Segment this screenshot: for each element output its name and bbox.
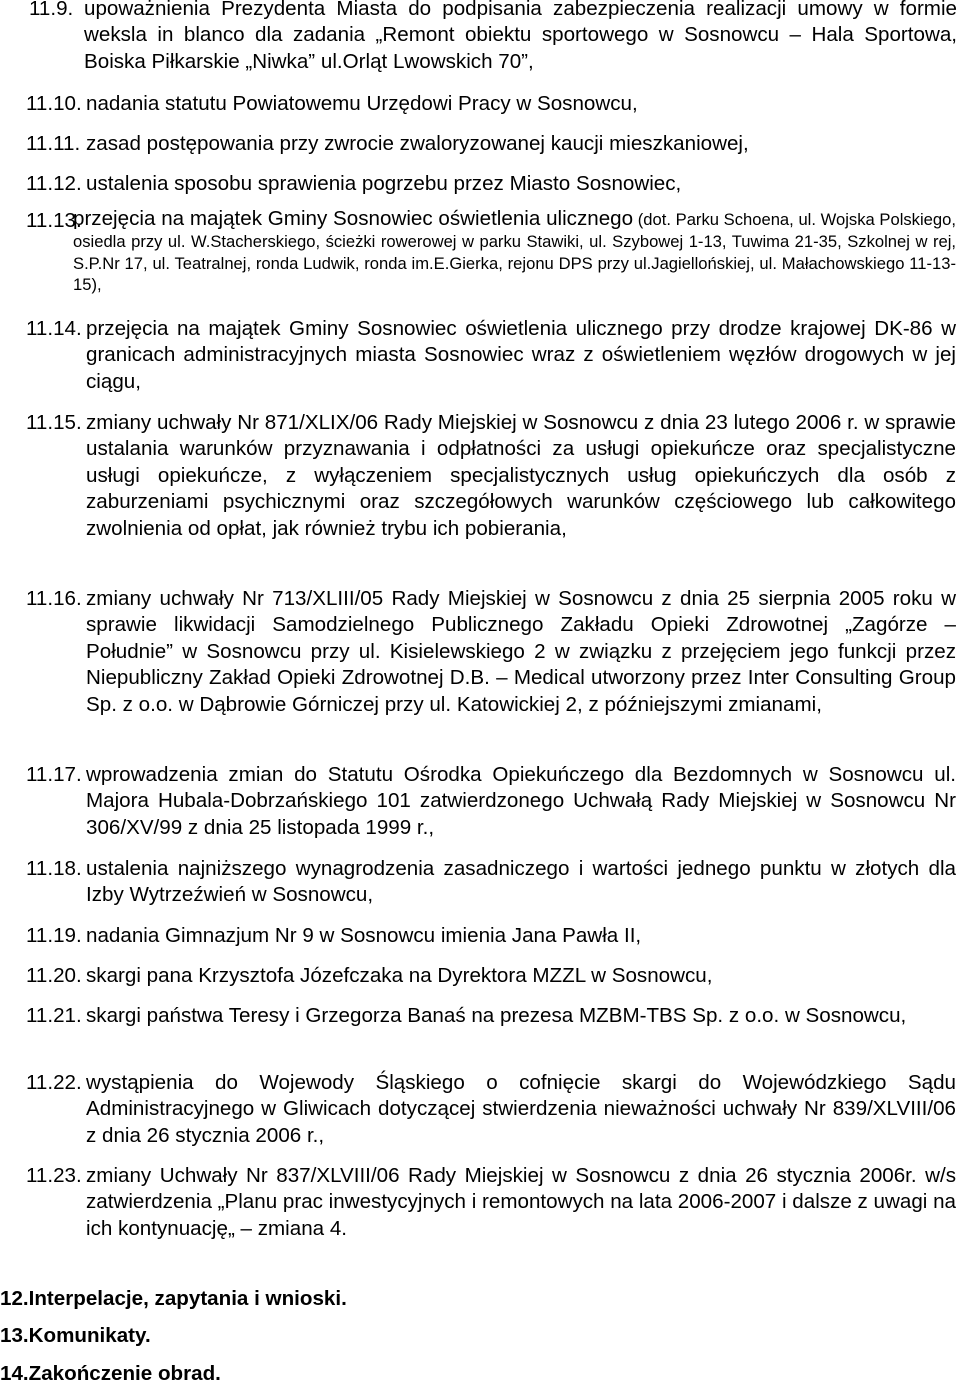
agenda-item-11-11 bbox=[26, 131, 956, 157]
item-text: zmiany Uchwały Nr 837/XLVIII/06 Rady Miejskiej w Sosnowcu z dnia 26 stycznia 2006r. w/s zatwierdzenia „Planu prac inwestycyjnych i remontowych na lata 2006-2007 i dalsze z uwagi na ich kontynuację„ – zmiana 4. bbox=[86, 1164, 956, 1240]
item-number: 11.21. bbox=[26, 1004, 82, 1027]
section-12-heading: 12.Interpelacje, zapytania i wnioski. bbox=[0, 1287, 347, 1310]
item-text: zasad postępowania przy zwrocie zwaloryzowanej kaucji mieszkaniowej, bbox=[86, 132, 749, 155]
item-number: 11.12. bbox=[26, 172, 82, 195]
item-text bbox=[26, 208, 956, 296]
agenda-item-11-10 bbox=[26, 91, 956, 117]
agenda-item-11-22 bbox=[26, 1070, 956, 1149]
item-text: zmiany uchwały Nr 871/XLIX/06 Rady Miejskiej w Sosnowcu z dnia 23 lutego 2006 r. w sprawie ustalania warunków przyznawania i odpłatności za usługi opiekuńcze oraz specjalistyczne usługi opiekuńcze, z wyłączeniem specjalistycznych usług opiekuńczych dla osób z zaburzeniami psychicznymi oraz szczegółowych warunków częściowego lub całkowitego zwolnienia od opłat, jak również trybu ich pobierania, bbox=[86, 411, 956, 540]
item-text: nadania Gimnazjum Nr 9 w Sosnowcu imienia Jana Pawła II, bbox=[86, 924, 642, 947]
agenda-item-11-12 bbox=[26, 171, 956, 197]
section-14-heading: 14.Zakończenie obrad. bbox=[0, 1362, 221, 1385]
item-number: 11.14. bbox=[26, 317, 82, 340]
agenda-item-11-16 bbox=[26, 586, 956, 718]
agenda-item-11-17 bbox=[26, 762, 956, 841]
item-number: 11.23. bbox=[26, 1164, 82, 1187]
item-text: skargi państwa Teresy i Grzegorza Banaś na prezesa MZBM-TBS Sp. z o.o. w Sosnowcu, bbox=[86, 1004, 907, 1027]
agenda-item-11-13 bbox=[26, 208, 956, 296]
item-text: skargi pana Krzysztofa Józefczaka na Dyrektora MZZL w Sosnowcu, bbox=[86, 964, 713, 987]
item-text: przejęcia na majątek Gminy Sosnowiec oświetlenia ulicznego przy drodze krajowej DK-86 w granicach administracyjnych miasta Sosnowiec wraz z oświetleniem węzłów drogowych w jej ciągu, bbox=[86, 317, 956, 393]
agenda-item-11-15 bbox=[26, 410, 956, 542]
item-number: 11.13. bbox=[26, 209, 82, 232]
item-text: zmiany uchwały Nr 713/XLIII/05 Rady Miejskiej w Sosnowcu z dnia 25 sierpnia 2005 roku w sprawie likwidacji Samodzielnego Publicznego Zakładu Opieki Zdrowotnej „Zagórze – Południe” w Sosnowcu przy ul. Kisielewskiego 2 w związku z przejęciem jego funkcji przez Niepubliczny Zakład Opieki Zdrowotnej D.B. – Medical utworzony przez Inter Consulting Group Sp. z o.o. w Dąbrowie Górniczej przy ul. Katowickiej 2, z późniejszymi zmianami, bbox=[86, 587, 956, 716]
item-number: 11.15. bbox=[26, 411, 82, 434]
item-number: 11.19. bbox=[26, 924, 82, 947]
item-text: nadania statutu Powiatowemu Urzędowi Pracy w Sosnowcu, bbox=[86, 92, 638, 115]
item-text: ustalenia sposobu sprawienia pogrzebu przez Miasto Sosnowiec, bbox=[86, 172, 682, 195]
item-number: 11.17. bbox=[26, 763, 82, 786]
item-number: 11.16. bbox=[26, 587, 82, 610]
item-number: 11.20. bbox=[26, 964, 82, 987]
item-text: wystąpienia do Wojewody Śląskiego o cofnięcie skargi do Wojewódzkiego Sądu Administracyjnego w Gliwicach dotyczącej stwierdzenia nieważności uchwały Nr 839/XLVIII/06 z dnia 26 stycznia 2006 r., bbox=[86, 1071, 956, 1147]
section-13-heading: 13.Komunikaty. bbox=[0, 1324, 151, 1347]
agenda-item-11-9 bbox=[29, 0, 957, 75]
item-number: 11.18. bbox=[26, 857, 82, 880]
agenda-item-11-21 bbox=[26, 1003, 956, 1029]
item-number: 11.22. bbox=[26, 1071, 82, 1094]
item-text: wprowadzenia zmian do Statutu Ośrodka Opiekuńczego dla Bezdomnych w Sosnowcu ul. Majora Hubala-Dobrzańskiego 101 zatwierdzonego Uchwałą Rady Miejskiej w Sosnowcu Nr 306/XV/99 z dnia 25 listopada 1999 r., bbox=[86, 763, 956, 839]
agenda-item-11-20 bbox=[26, 963, 956, 989]
agenda-item-11-14 bbox=[26, 316, 956, 395]
agenda-item-11-19 bbox=[26, 923, 956, 949]
item-number: 11.10. bbox=[26, 92, 82, 115]
item-number: 11.11. bbox=[26, 132, 81, 155]
agenda-item-11-18 bbox=[26, 856, 956, 909]
item-text: upoważnienia Prezydenta Miasta do podpisania zabezpieczenia realizacji umowy w formie weksla in blanco dla zadania „Remont obiektu sportowego w Sosnowcu – Hala Sportowa, Boiska Piłkarskie „Niwka” ul.Orląt Lwowskich 70”, bbox=[84, 0, 957, 73]
item-text: ustalenia najniższego wynagrodzenia zasadniczego i wartości jednego punktu w złotych dla Izby Wytrzeźwień w Sosnowcu, bbox=[86, 857, 956, 907]
item-text-main: przejęcia na majątek Gminy Sosnowiec oświetlenia ulicznego bbox=[73, 207, 634, 230]
item-number: 11.9. bbox=[29, 0, 74, 20]
agenda-item-11-23 bbox=[26, 1163, 956, 1242]
item-text-details: (dot. Parku Schoena, ul. Wojska Polskiego, osiedla przy ul. W.Stacherskiego, ścieżki rowerowej w parku Stawiki, ul. Szybowej 1-13, Tuwima 21-35, Szkolnej w rej, S.P.Nr 17, ul. Teatralnej, ronda Ludwik, ronda im.E.Gierka, rejonu DPS przy ul.Jagiellońskiej, ul. Małachowskiego 11-13-15), bbox=[73, 210, 956, 295]
